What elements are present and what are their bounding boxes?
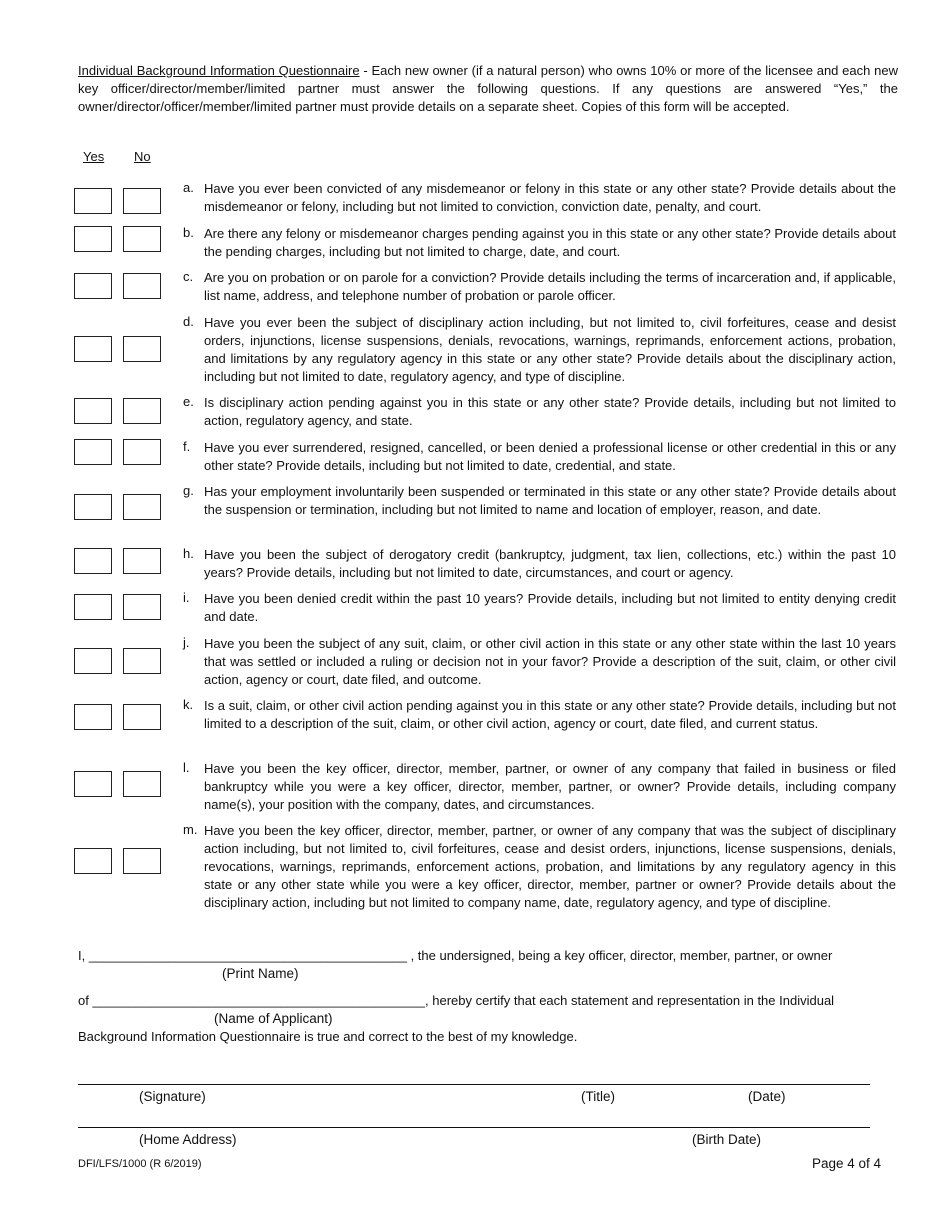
birth-date-caption: (Birth Date)	[692, 1132, 762, 1147]
question-text: Have you ever surrendered, resigned, cancelled, or been denied a professional license or other credential in this or any other state? Provide details, including but not limited to date, credential, and state.	[204, 440, 896, 473]
signature-line[interactable]	[78, 1084, 870, 1085]
yes-checkbox-a[interactable]	[74, 188, 112, 214]
no-checkbox-e[interactable]	[123, 398, 161, 424]
question-text: Is disciplinary action pending against you in this state or any other state? Provide details, including but not limited to action, regulatory agency, and state.	[204, 395, 896, 428]
question-text: Have you been denied credit within the past 10 years? Provide details, including but not limited to entity denying credit and date.	[204, 591, 896, 624]
question-letter: b.	[183, 225, 194, 240]
no-column-header: No	[134, 149, 151, 164]
question-text: Is a suit, claim, or other civil action pending against you in this state or any other state? Provide details, including but not limited to a description of the suit, claim, or other civil action, agency or court, date filed, and current status.	[204, 698, 896, 731]
question-letter: g.	[183, 483, 194, 498]
no-checkbox-c[interactable]	[123, 273, 161, 299]
date-caption: (Date)	[748, 1089, 786, 1104]
home-address-caption: (Home Address)	[139, 1132, 237, 1147]
question-letter: d.	[183, 314, 194, 329]
question-text: Have you been the key officer, director, member, partner, or owner of any company that was the subject of disciplinary action including, but not limited to, civil forfeitures, cease and desist orders, injunctions, license suspensions, denials, revocations, warnings, reprimands, enforcement actions, probation, and limitations by any regulatory agency in this state or any other state while you were a key officer, director, member, partner or owner? Provide details about the disciplinary action, including but not limited to company name, date, regulatory agency, and type of discipline.	[204, 823, 896, 910]
no-checkbox-k[interactable]	[123, 704, 161, 730]
intro-text: - Each new owner (if a natural person) who owns 10% or more of the licensee and each new key officer/director/member/limited partner must answer the following questions. If any questions are answered “Yes,” the owner/director/officer/member/limited partner must provide details on a separate sheet. Copies of this form will be accepted.	[78, 63, 898, 114]
question-letter: a.	[183, 180, 194, 195]
question-text: Have you been the key officer, director, member, partner, or owner of any company that failed in business or filed bankruptcy while you were a key officer, director, member, partner, or owner? Provide details, including company name(s), your position with the company, dates, and circumstances.	[204, 761, 896, 812]
no-checkbox-g[interactable]	[123, 494, 161, 520]
no-checkbox-l[interactable]	[123, 771, 161, 797]
question-text: Have you been the subject of any suit, claim, or other civil action in this state or any other state within the last 10 years that was settled or included a ruling or decision not in your favor? Provide a description of the suit, claim, or other civil action, agency or court, date filed, and outcome.	[204, 636, 896, 687]
yes-checkbox-c[interactable]	[74, 273, 112, 299]
question-letter: c.	[183, 269, 194, 284]
yes-checkbox-m[interactable]	[74, 848, 112, 874]
question-text: Are you on probation or on parole for a conviction? Provide details including the terms of incarceration and, if applicable, list name, address, and telephone number of probation or parole officer.	[204, 270, 896, 303]
yes-checkbox-h[interactable]	[74, 548, 112, 574]
question-letter: j.	[183, 635, 190, 650]
questionnaire-title: Individual Background Information Questionnaire	[78, 63, 360, 78]
yes-checkbox-d[interactable]	[74, 336, 112, 362]
question-letter: k.	[183, 697, 194, 712]
no-checkbox-b[interactable]	[123, 226, 161, 252]
yes-checkbox-e[interactable]	[74, 398, 112, 424]
question-letter: f.	[183, 439, 191, 454]
no-checkbox-m[interactable]	[123, 848, 161, 874]
page-number: Page 4 of 4	[812, 1156, 882, 1171]
yes-checkbox-i[interactable]	[74, 594, 112, 620]
question-text: Has your employment involuntarily been suspended or terminated in this state or any other state? Provide details about the suspension or termination, including but not limited to name and location of employer, reason, and date.	[204, 484, 896, 517]
yes-checkbox-g[interactable]	[74, 494, 112, 520]
certification-line-1: I, ____________________________________________ , the undersigned, being a key officer, director, member, partner, or owner	[78, 948, 833, 963]
no-checkbox-a[interactable]	[123, 188, 161, 214]
certification-line-3: Background Information Questionnaire is true and correct to the best of my knowledge.	[78, 1029, 578, 1044]
no-checkbox-d[interactable]	[123, 336, 161, 362]
no-checkbox-i[interactable]	[123, 594, 161, 620]
name-of-applicant-caption: (Name of Applicant)	[214, 1011, 333, 1026]
certification-line-2: of ______________________________________________, hereby certify that each statement and representation in the Individual	[78, 993, 835, 1008]
question-text: Are there any felony or misdemeanor charges pending against you in this state or any other state? Provide details about the pending charges, including but not limited to charge, date, and court.	[204, 226, 896, 259]
yes-checkbox-f[interactable]	[74, 439, 112, 465]
yes-checkbox-b[interactable]	[74, 226, 112, 252]
question-text: Have you ever been the subject of disciplinary action including, but not limited to, civil forfeitures, cease and desist orders, injunctions, license suspensions, denials, revocations, warnings, reprimands, enforcement actions, probation, and limitations by any regulatory agency in this state or any other state? Provide details about the disciplinary action, including but not limited to date, regulatory agency, and type of discipline.	[204, 315, 896, 384]
no-checkbox-h[interactable]	[123, 548, 161, 574]
question-text: Have you ever been convicted of any misdemeanor or felony in this state or any other state? Provide details about the misdemeanor or felony, including but not limited to conviction, conviction date, penalty, and court.	[204, 181, 896, 214]
question-letter: e.	[183, 394, 194, 409]
signature-caption: (Signature)	[139, 1089, 206, 1104]
title-caption: (Title)	[581, 1089, 615, 1104]
intro-paragraph	[78, 62, 898, 116]
yes-checkbox-j[interactable]	[74, 648, 112, 674]
yes-checkbox-l[interactable]	[74, 771, 112, 797]
question-letter: l.	[183, 760, 190, 775]
no-checkbox-f[interactable]	[123, 439, 161, 465]
form-id: DFI/LFS/1000 (R 6/2019)	[78, 1158, 202, 1170]
yes-checkbox-k[interactable]	[74, 704, 112, 730]
question-letter: i.	[183, 590, 190, 605]
question-letter: h.	[183, 546, 194, 561]
print-name-caption: (Print Name)	[222, 966, 299, 981]
yes-column-header: Yes	[83, 149, 105, 164]
question-letter: m.	[183, 822, 198, 837]
no-checkbox-j[interactable]	[123, 648, 161, 674]
home-address-line[interactable]	[78, 1127, 870, 1128]
question-text: Have you been the subject of derogatory credit (bankruptcy, judgment, tax lien, collections, etc.) within the past 10 years? Provide details, including but not limited to date, circumstances, and court or agency.	[204, 547, 896, 580]
